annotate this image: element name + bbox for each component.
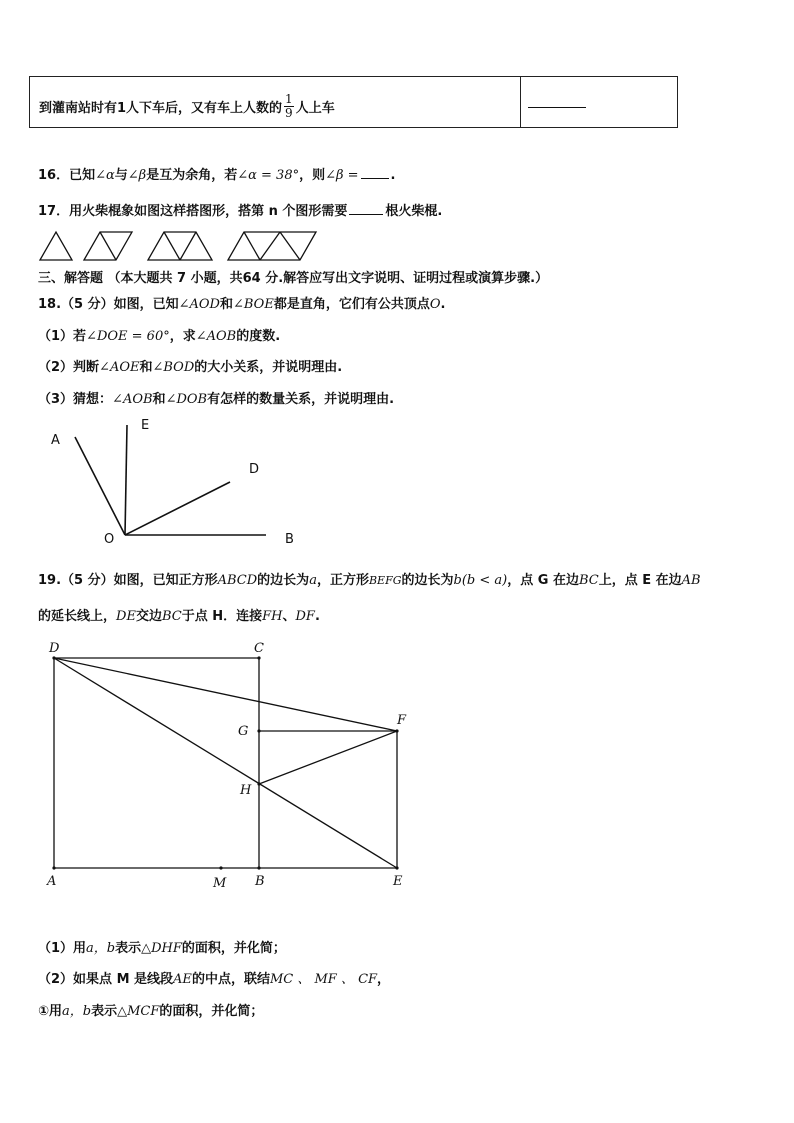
q19-l1-e: ，点 G 在边 [507,573,579,588]
q19-p1-triangle: △DHF [141,941,182,956]
segment-fh [259,731,397,784]
q16-prefix: 16．已知 [38,168,96,183]
question-18-stem [38,293,445,312]
square-abcd [54,658,259,868]
q16-mid3: ，则 [299,168,326,183]
q18-p3-b: 和 [152,392,166,407]
q18-p2-aoe: ∠AOE [99,360,140,375]
q19-bc2: BC [161,609,182,624]
q19-df: DF [295,609,315,624]
q18-p2-c: 的大小关系，并说明理由. [194,360,343,375]
question-19-part-2 [38,968,390,987]
fraction-one-ninth [284,93,294,120]
q18-p1-c: 的度数. [236,329,281,344]
q18-p3-a: （3）猜想： [38,392,113,407]
q18-p1-a: （1）若 [38,329,87,344]
label-e: E [393,874,403,889]
ray-od [125,482,230,535]
q19-bc: BC [578,573,599,588]
label-f: F [397,713,407,728]
q16-blank [361,166,389,179]
q19-l1-d: 的边长为 [401,573,454,588]
ray-oa [75,437,125,535]
q18-aod: ∠AOD [178,297,220,312]
q16-end: . [390,168,396,183]
q19-l2-d: 、 [282,609,296,624]
q18-stem-b: 和 [219,297,233,312]
q19-l2-a: 的延长线上， [38,609,117,624]
question-18-part-1 [38,325,280,344]
table-question-cell [39,93,335,120]
question-19-part-1 [38,937,286,956]
q16-beta-eq: ∠β = [325,168,359,183]
q19-p1-a: （1）用 [38,941,87,956]
label-o: O [104,532,115,547]
q19-p2-c: ， [377,972,391,987]
q18-p1-math: ∠DOE = 60° [86,329,170,344]
answer-blank [528,107,586,108]
figure-4 [228,232,316,260]
q16-mid2: 是互为余角，若 [146,168,238,183]
squares-figure [40,636,420,892]
q18-stem-d: . [440,297,446,312]
figure-3 [148,232,212,260]
q19-fh: FH [262,609,283,624]
q18-stem-c: 都是直角，它们有公共顶点 [273,297,430,312]
q19-abcd: ABCD [217,573,258,588]
q19-p3-c: 的面积，并化简； [159,1004,264,1019]
q17-prefix: 17．用火柴棍象如图这样搭图形，搭第 n 个图形需要 [38,204,348,219]
answer-table [29,76,678,128]
q19-l1-f: 上，点 E 在边 [598,573,682,588]
q19-p2-a: （2）如果点 M 是线段 [38,972,174,987]
q16-alpha: ∠α [95,168,115,183]
label-a: A [51,433,60,448]
label-b: B [255,874,265,889]
q19-de: DE [116,609,136,624]
q19-p1-b: 表示 [115,941,142,956]
q19-p3-b: 表示 [91,1004,118,1019]
q18-o: O [429,297,441,312]
q19-l1-b: 的边长为 [257,573,310,588]
question-19-stem-2 [38,605,320,624]
q19-p3-a: ①用 [38,1004,63,1019]
fraction-numerator: 1 [285,92,293,106]
section-3-heading: 三、解答题 （本大题共 7 小题，共64 分.解答应写出文字说明、证明过程或演算步骤.） [38,271,549,286]
label-e: E [141,418,150,433]
q19-l1-a: 19.（5 分）如图，已知正方形 [38,573,218,588]
q19-p1-c: 的面积，并化简； [181,941,286,956]
label-h: H [240,783,252,798]
figure-1 [40,232,72,260]
q19-p1-vars: a，b [86,941,116,956]
table-divider [520,77,521,127]
q19-p3-triangle: △MCF [117,1004,160,1019]
q18-p3-aob: ∠AOB [112,392,153,407]
q16-equation: ∠α = 38° [237,168,300,183]
q19-l2-e: . [314,609,320,624]
q19-ab: AB [681,573,701,588]
q18-p3-dob: ∠DOB [165,392,208,407]
q19-l2-b: 交边 [135,609,162,624]
q18-p2-bod: ∠BOD [152,360,195,375]
q16-mid1: 与 [114,168,128,183]
matchstick-figure [36,228,326,262]
q19-a: a [309,573,317,588]
q17-blank [349,202,383,215]
question-18-part-2 [38,356,342,375]
segment-df [54,658,397,731]
label-c: C [254,641,264,656]
question-18-part-3 [38,388,394,407]
q18-boe: ∠BOE [233,297,274,312]
q19-p2-b: 的中点，联结 [191,972,270,987]
q19-p3-vars: a，b [62,1004,92,1019]
q19-l2-c: 于点 H．连接 [181,609,263,624]
q19-l1-c: ，正方形 [316,573,369,588]
q18-p2-b: 和 [139,360,153,375]
label-b: B [285,532,294,547]
question-19-stem-1 [38,569,701,588]
q19-p2-segments: MC 、 MF 、 CF [269,972,378,987]
label-m: M [213,876,227,891]
segment-de [54,658,397,868]
q18-p2-a: （2）判断 [38,360,100,375]
q18-stem-a: 18.（5 分）如图，已知 [38,297,179,312]
q16-beta: ∠β [127,168,147,183]
q18-p1-aob: ∠AOB [195,329,237,344]
point-m [219,866,222,869]
label-a: A [47,874,57,889]
angle-figure [40,415,310,550]
q19-p2-ae: AE [173,972,192,987]
table-text-before: 到灌南站时有1人下车后，又有车上人数的 [39,101,283,116]
fraction-denominator: 9 [285,106,293,120]
q19-b-condition: b(b < a) [453,573,508,588]
q18-p3-c: 有怎样的数量关系，并说明理由. [207,392,395,407]
square-befg [259,731,397,868]
question-17 [38,200,442,219]
q18-p1-b: ，求 [169,329,196,344]
q17-suffix: 根火柴棍. [385,204,443,219]
label-g: G [238,724,249,739]
q19-befg: BEFG [368,574,402,587]
label-d: D [49,641,60,656]
question-19-part-2-sub-1 [38,1000,263,1019]
table-text-after: 人上车 [295,101,335,116]
question-16 [38,164,396,183]
ray-oe [125,425,127,535]
label-d: D [249,462,260,477]
